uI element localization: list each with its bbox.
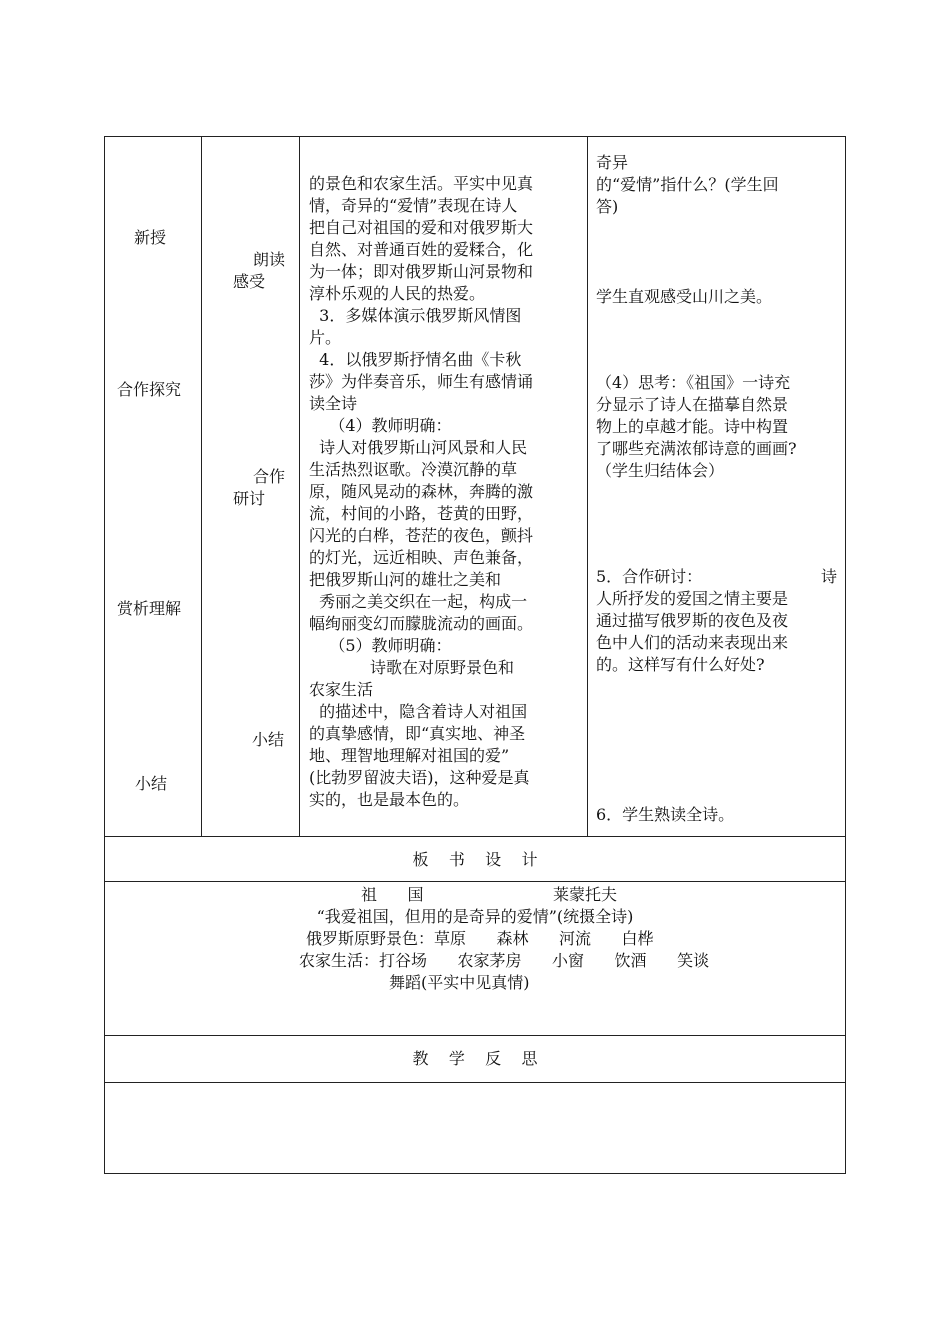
teacher-content-line: 的灯光，远近相映、声色兼备， [309, 548, 534, 567]
student-q2: 学生直观感受山川之美。 [596, 287, 773, 306]
student-q3-line: 物上的卓越才能。诗中构置 [596, 417, 789, 436]
student-q4-head: 5．合作研讨： [596, 567, 703, 586]
teacher-content-line: 4．以俄罗斯抒情名曲《卡秋 [309, 350, 522, 369]
activity-read-line2: 感受 [233, 272, 266, 291]
stage-label-new: 新授 [134, 228, 167, 247]
teacher-content-line: 实的，也是最本色的。 [309, 790, 470, 809]
teaching-reflection-header: 教 学 反 思 [412, 1049, 538, 1068]
board-line-scenery: 俄罗斯原野景色：草原 森林 河流 白桦 [306, 929, 654, 948]
activity-discuss-line2: 研讨 [233, 489, 266, 508]
activity-summary: 小结 [252, 730, 285, 749]
student-q1-line: 答) [596, 197, 619, 216]
row-divider-3 [104, 1035, 846, 1036]
student-q3-line: （4）思考：《祖国》一诗充 [596, 373, 791, 392]
teacher-content-line: 情，奇异的“爱情”表现在诗人 [309, 196, 518, 215]
teacher-content-line: 读全诗 [309, 394, 358, 413]
teacher-content-line: 幅绚丽变幻而朦胧流动的画面。 [309, 614, 534, 633]
table-border-top [104, 136, 846, 137]
teacher-content-line: 把自己对祖国的爱和对俄罗斯大 [309, 218, 534, 237]
teacher-content-line: 农家生活 [309, 680, 374, 699]
table-border-left [104, 136, 105, 1174]
teacher-content-line: （5）教师明确： [309, 636, 452, 655]
student-q1 [596, 152, 779, 218]
teacher-content-line: 的真挚感情，即“真实地、神圣 [309, 724, 526, 743]
row-divider-1 [104, 836, 846, 837]
student-q1-line: 的“爱情”指什么？(学生回 [596, 175, 779, 194]
board-line-farm: 农家生活：打谷场 农家茅房 小窗 饮酒 笑谈 [299, 951, 710, 970]
teacher-content-line: 原，随风晃动的森林，奔腾的激 [309, 482, 534, 501]
student-q3-line: （学生归结体会） [596, 461, 725, 480]
board-author: 莱蒙托夫 [553, 885, 618, 904]
table-border-bottom [104, 1173, 846, 1174]
row-divider-4 [104, 1082, 846, 1083]
board-title: 祖 国 [361, 885, 424, 904]
student-q3-line: 了哪些充满浓郁诗意的画画? [596, 439, 797, 458]
student-q4-line: 通过描写俄罗斯的夜色及夜 [596, 611, 789, 630]
student-q1-line: 奇异 [596, 153, 629, 172]
teacher-content [309, 173, 533, 811]
teacher-content-line: (比勃罗留波夫语)，这种爱是真 [309, 768, 530, 787]
teacher-content-line: 把俄罗斯山河的雄壮之美和 [309, 570, 502, 589]
teacher-content-line: 闪光的白桦，苍茫的夜色，颤抖 [309, 526, 534, 545]
student-q4-line: 人所抒发的爱国之情主要是 [596, 589, 789, 608]
teacher-content-line: （4）教师明确： [309, 416, 452, 435]
teacher-content-line: 淳朴乐观的人民的热爱。 [309, 284, 486, 303]
student-q4-line: 色中人们的活动来表现出来 [596, 633, 789, 652]
col-divider-3 [587, 136, 588, 837]
col-divider-2 [299, 136, 300, 837]
col-divider-1 [201, 136, 202, 837]
board-line-dance: 舞蹈(平实中见真情) [389, 973, 530, 992]
teacher-content-line: 的景色和农家生活。平实中见真 [309, 174, 534, 193]
teacher-content-line: 莎》为伴奏音乐，师生有感情诵 [309, 372, 534, 391]
teacher-content-line: 为一体；即对俄罗斯山河景物和 [309, 262, 534, 281]
board-line-theme: “我爱祖国，但用的是奇异的爱情”(统摄全诗) [316, 907, 634, 926]
activity-read-feel [233, 249, 285, 293]
stage-label-appreciate: 赏析理解 [117, 599, 182, 618]
table-border-right [845, 136, 846, 1174]
activity-read-line1: 朗读 [253, 250, 286, 269]
teacher-content-line: 秀丽之美交织在一起，构成一 [309, 592, 528, 611]
teacher-content-line: 诗人对俄罗斯山河风景和人民 [309, 438, 528, 457]
teacher-content-line: 3．多媒体演示俄罗斯风情图 [309, 306, 522, 325]
row-divider-2 [104, 881, 846, 882]
board-design-header: 板 书 设 计 [412, 850, 538, 869]
stage-label-explore: 合作探究 [117, 380, 182, 399]
student-q3 [596, 372, 797, 482]
stage-label-summary: 小结 [135, 774, 168, 793]
student-q4 [596, 588, 788, 676]
activity-discuss [233, 466, 285, 510]
student-q5: 6．学生熟读全诗。 [596, 805, 735, 824]
teacher-content-line: 的描述中，隐含着诗人对祖国 [309, 702, 528, 721]
teacher-content-line: 地、理智地理解对祖国的爱” [309, 746, 510, 765]
teacher-content-line: 诗歌在对原野景色和 [309, 658, 515, 677]
activity-discuss-line1: 合作 [253, 467, 286, 486]
teacher-content-line: 自然、对普通百姓的爱糅合，化 [309, 240, 534, 259]
teacher-content-line: 流，村间的小路，苍黄的田野， [309, 504, 534, 523]
student-q4-tail: 诗 [821, 567, 838, 586]
teacher-content-line: 生活热烈讴歌。冷漠沉静的草 [309, 460, 518, 479]
teacher-content-line: 片。 [309, 328, 342, 347]
student-q3-line: 分显示了诗人在描摹自然景 [596, 395, 789, 414]
student-q4-line: 的。这样写有什么好处? [596, 655, 765, 674]
